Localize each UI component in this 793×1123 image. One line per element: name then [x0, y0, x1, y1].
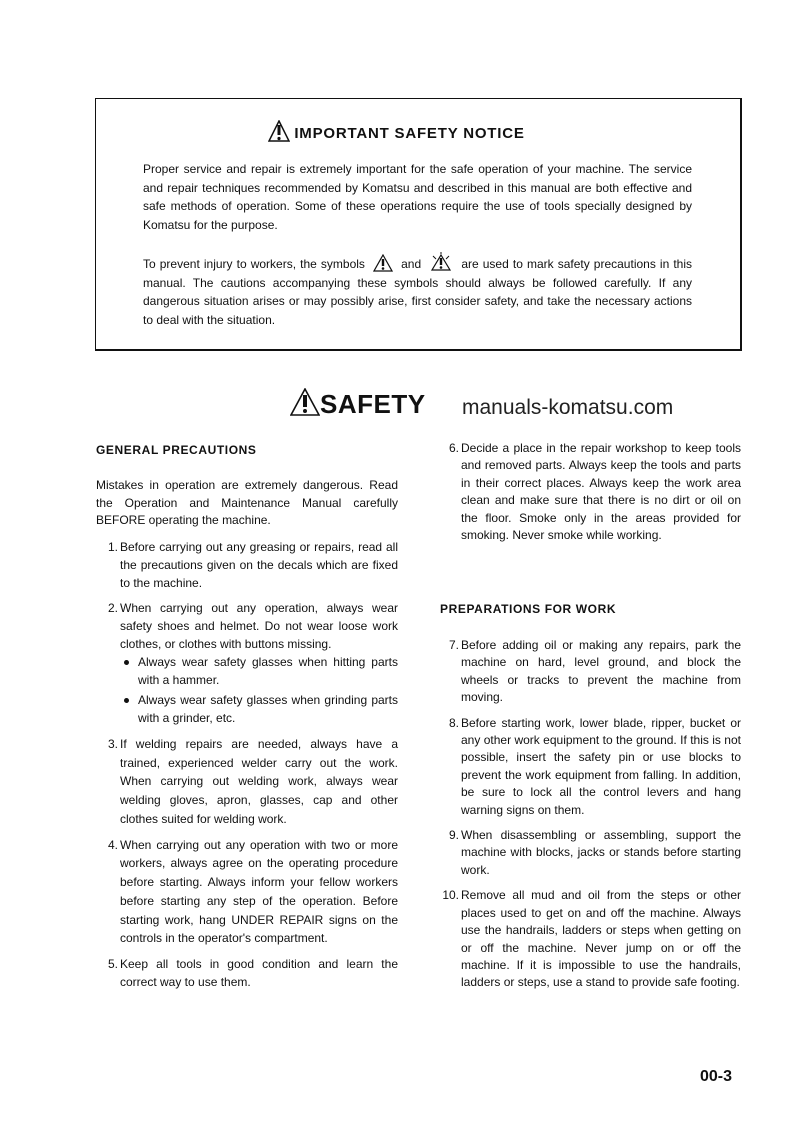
warning-triangle-icon [373, 254, 393, 272]
right-column-top [437, 440, 741, 544]
danger-triangle-icon [429, 252, 453, 272]
watermark: manuals-komatsu.com [462, 396, 674, 419]
warning-triangle-icon [268, 120, 290, 142]
list-item: 2. When carrying out any operation, always wear safety shoes and helmet. Do not wear loose work clothes, or clothes with buttons missing. Always wear safety glasses when hitting parts with a hammer. Always wear safety glasses when grinding parts with a grinder, etc. [107, 600, 398, 725]
left-column [96, 477, 398, 991]
list-item: 10. Remove all mud and oil from the steps or other places used to get on and off the machine. Always use the handrails, ladders or steps when getting on or off the machine. Never jump on or off the machine. If it is impossible to use the handrails, ladders or steps, use a stand to provide safe footing. [442, 888, 741, 990]
safety-heading: SAFETY [290, 388, 426, 420]
intro-paragraph: Mistakes in operation are extremely dangerous. Read the Operation and Maintenance Manual carefully BEFORE operating the machine. [96, 478, 398, 528]
list-item: 8. Before starting work, lower blade, ripper, bucket or any other work equipment to the ground. If this is not possible, insert the safety pin or use blocks to prevent the work equipment from falling. In addition, be sure to lock all the control levers and hang warning signs on them. [448, 715, 741, 817]
list-item: 1. Before carrying out any greasing or repairs, read all the precautions given on the decals which are fixed to the machine. [107, 539, 398, 590]
list-item: 7. Before adding oil or making any repairs, park the machine on hard, level ground, and block the wheels or tracks to prevent the machine from moving. [448, 638, 741, 705]
right-column [437, 637, 741, 992]
section-title-preparations: PREPARATIONS FOR WORK [440, 602, 617, 616]
notice-paragraph-2: To prevent injury to workers, the symbols and are used to mark safety precautions in this manual. The cautions accompanying these symbols should always be followed carefully. If any dangerous situation arises or may possibly arise, first consider safety, and take the necessary actions to deal with the situation. [143, 252, 692, 329]
list-item: 3. If welding repairs are needed, always have a trained, experienced welder carry out the work. When carrying out welding work, always wear welding gloves, apron, glasses, cap and other clothes suited for welding work. [107, 736, 398, 826]
notice-title: IMPORTANT SAFETY NOTICE [0, 120, 793, 142]
section-title-general-precautions: GENERAL PRECAUTIONS [96, 443, 257, 457]
list-item: 6. Decide a place in the repair workshop to keep tools and removed parts. Always keep the tools and parts in their correct places. Always keep the work area clean and make sure that there is no dirt or oil on the floor. Smoke only in the areas provided for smoking. Never smoke while working. [448, 441, 741, 543]
bullet-item: Always wear safety glasses when grinding parts with a grinder, etc. [120, 691, 398, 727]
notice-paragraph-1: Proper service and repair is extremely important for the safe operation of your machine. The service and repair techniques recommended by Komatsu and described in this manual are both effective and safe methods of operation. Some of these operations require the use of tools specially designed by Komatsu for the purpose. [143, 162, 692, 232]
warning-triangle-icon [290, 388, 320, 416]
list-item: 4. When carrying out any operation with two or more workers, always agree on the operating procedure before starting. Always inform your fellow workers before starting any step of the operation. Before starting work, hang UNDER REPAIR signs on the controls in the operator's compartment. [107, 837, 398, 946]
list-item: 9. When disassembling or assembling, support the machine with blocks, jacks or stands before starting work. [448, 828, 741, 877]
page-number: 00-3 [700, 1068, 733, 1085]
bullet-item: Always wear safety glasses when hitting parts with a hammer. [120, 653, 398, 689]
list-item: 5. Keep all tools in good condition and learn the correct way to use them. [107, 956, 398, 989]
